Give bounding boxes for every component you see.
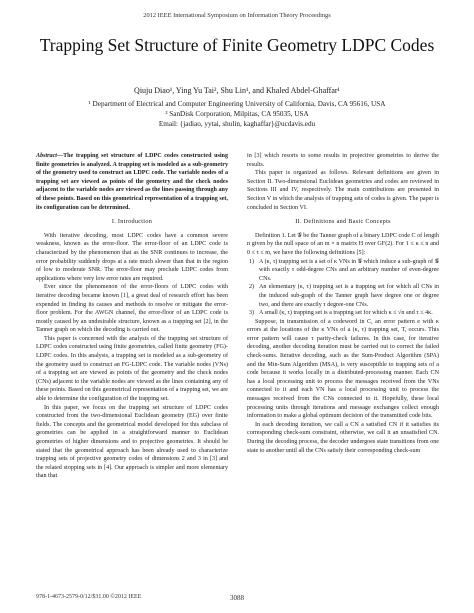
affiliation-2: ² SanDisk Corporation, Milpitas, CA 95035, USA bbox=[165, 110, 309, 118]
right-column bbox=[247, 152, 439, 455]
page-number: 3088 bbox=[230, 594, 244, 602]
abstract bbox=[36, 152, 228, 212]
list-item: 2) An elementary (κ, τ) trapping set is a trapping set for which all CNs in the induced sub-graph of the Tanner graph have degree one or degree two, and there are exactly τ degree-one CNs. bbox=[249, 284, 439, 308]
paragraph: in [3] which resorts to some results in projective geometries to derive the results. bbox=[247, 153, 439, 168]
paragraph: Suppose, in transmission of a codeword in C, an error pattern e with κ errors at the locations of the κ VNs of a (κ, τ) trapping set, T, occurs. This error pattern will cause τ parity-check failures. In this case, for iterative decoding, another decoding iteration must be carried out to correct the failed check-sums. Iterative decoding, such as the Sum-Product Algorithm (SPA) and the Min-Sum Algorithm (MSA), is very susceptible to trapping sets of a code because it works locally in a distributed-processing manner. Each CN has a local processing unit to process the messages received from the VNs connected to it and each VN has a local processing unit to process the messages received from the CNs connected to it. Hopefully, these local processing units through iterations and message exchanges collect enough information to make a global optimum decision of the transmitted code bits. bbox=[247, 318, 439, 420]
section-heading-introduction: I. Introduction bbox=[111, 218, 153, 226]
conference-header: 2012 IEEE International Symposium on Information Theory Proceedings bbox=[143, 12, 331, 19]
paragraph: With iterative decoding, most LDPC codes have a common severe weakness, known as the error-floor. The error-floor of an LDPC code is characterized by the phenomenon that as the SNR continues to increase, the error probability suddenly drops at a rate much slower than that in the region of low to moderate SNR. The error-floor may preclude LDPC codes from applications where very low error rates are required. bbox=[36, 232, 228, 282]
list-item: 3) A small (κ, τ) trapping set is a trapping set for which κ ≤ √n and τ ≤ 4κ. bbox=[249, 310, 433, 317]
abstract-text: —The trapping set structure of LDPC codes constructed using finite geometries is analyzed. A trapping set is modeled as a sub-geometry of the geometry used to construct an LDPC code. The variable nodes of a trapping set are viewed as points of the geometry and the check nodes adjacent to the variable nodes are viewed as the lines passing through any of these points. Based on this geometrical representation of a trapping set, its configuration can be determined. bbox=[36, 153, 228, 211]
left-column bbox=[36, 152, 228, 481]
section-heading-definitions: II. Definitions and Basic Concepts bbox=[295, 218, 391, 226]
author-email: Email: {jadiao, yytai, shulin, kaghaffar}@ucdavis.edu bbox=[158, 120, 316, 128]
paragraph: Ever since the phenomenon of the error-floors of LDPC codes with iterative decoding became known [1], a great deal of research effort has been expended in finding its causes and methods to resolve or mitigate the error-floor problem. For the AWGN channel, the error-floor of an LDPC code is mostly caused by an undesirable structure, known as a trapping set [2], in the Tanner graph on which the decoding is carried out. bbox=[36, 284, 228, 334]
definition-1: Definition 1. Let 𝒢 be the Tanner graph of a binary LDPC code C of length n given by the null space of an m × n matrix H over GF(2). For 1 ≤ κ ≤ n and 0 ≤ τ ≤ m, we have the following definitions [5]: bbox=[247, 232, 439, 256]
paper-title: Trapping Set Structure of Finite Geometry LDPC Codes bbox=[39, 35, 435, 55]
isbn-footer: 978-1-4673-2579-0/12/$31.00 ©2012 IEEE bbox=[36, 594, 142, 600]
list-item: 1) A (κ, τ) trapping set is a set of κ VNs in 𝒢 which induce a sub-graph of 𝒢 with exactly τ odd-degree CNs and an arbitrary number of even-degree CNs. bbox=[249, 258, 439, 282]
paragraph: In this paper, we focus on the trapping set structure of LDPC codes constructed from the two-dimensional Euclidean geometry (EG) over finite fields. The concepts and the geometrical model developed for this subclass of geometries can be applied in a straightforward manner to Euclidean geometries of higher dimensions and to projective geometries. It should be stated that the geometrical approach has been already used to characterize trapping sets of projective geometry codes of dimensions 2 and 3 in [3] and the related stopping sets in [4]. Our approach is simpler and more elementary than that bbox=[36, 404, 228, 480]
paragraph: In each decoding iteration, we call a CN a satisfied CN if it satisfies its corresponding check-sum constraint, otherwise, we call it an unsatisfied CN. During the decoding process, the decoder undergoes state transitions from one state to another until all the CNs satisfy their corresponding check-sum bbox=[247, 421, 439, 454]
abstract-label: Abstract bbox=[36, 153, 57, 159]
paragraph: This paper is concerned with the analysis of the trapping set structure of LDPC codes constructed using finite geometries, called finite geometry (FG)-LDPC codes. In this analysis, a trapping set is modeled as a sub-geometry of the geometry used to construct an FG-LDPC code. The variable nodes (VNs) of a trapping set are viewed as points of the geometry and the check nodes (CNs) adjacent to the variable nodes are viewed as the lines containing any of these points. Based on this geometrical representation of a trapping set, we are able to determine the configuration of the trapping set. bbox=[36, 335, 228, 403]
author-list: Qiuju Diao¹, Ying Yu Tai², Shu Lin¹, and Khaled Abdel-Ghaffar¹ bbox=[134, 86, 340, 95]
definition-list bbox=[247, 258, 439, 318]
paragraph: This paper is organized as follows. Relevant definitions are given in Section II. Two-dimensional Euclidean geometries and codes are reviewed in Sections III and IV, respectively. The main contributions are presented in Section V in which the analysis of trapping sets of codes is given. The paper is concluded in Section VI. bbox=[247, 170, 439, 211]
affiliation-1: ¹ Department of Electrical and Computer Engineering University of California, Davis, CA 95616, USA bbox=[88, 100, 386, 108]
